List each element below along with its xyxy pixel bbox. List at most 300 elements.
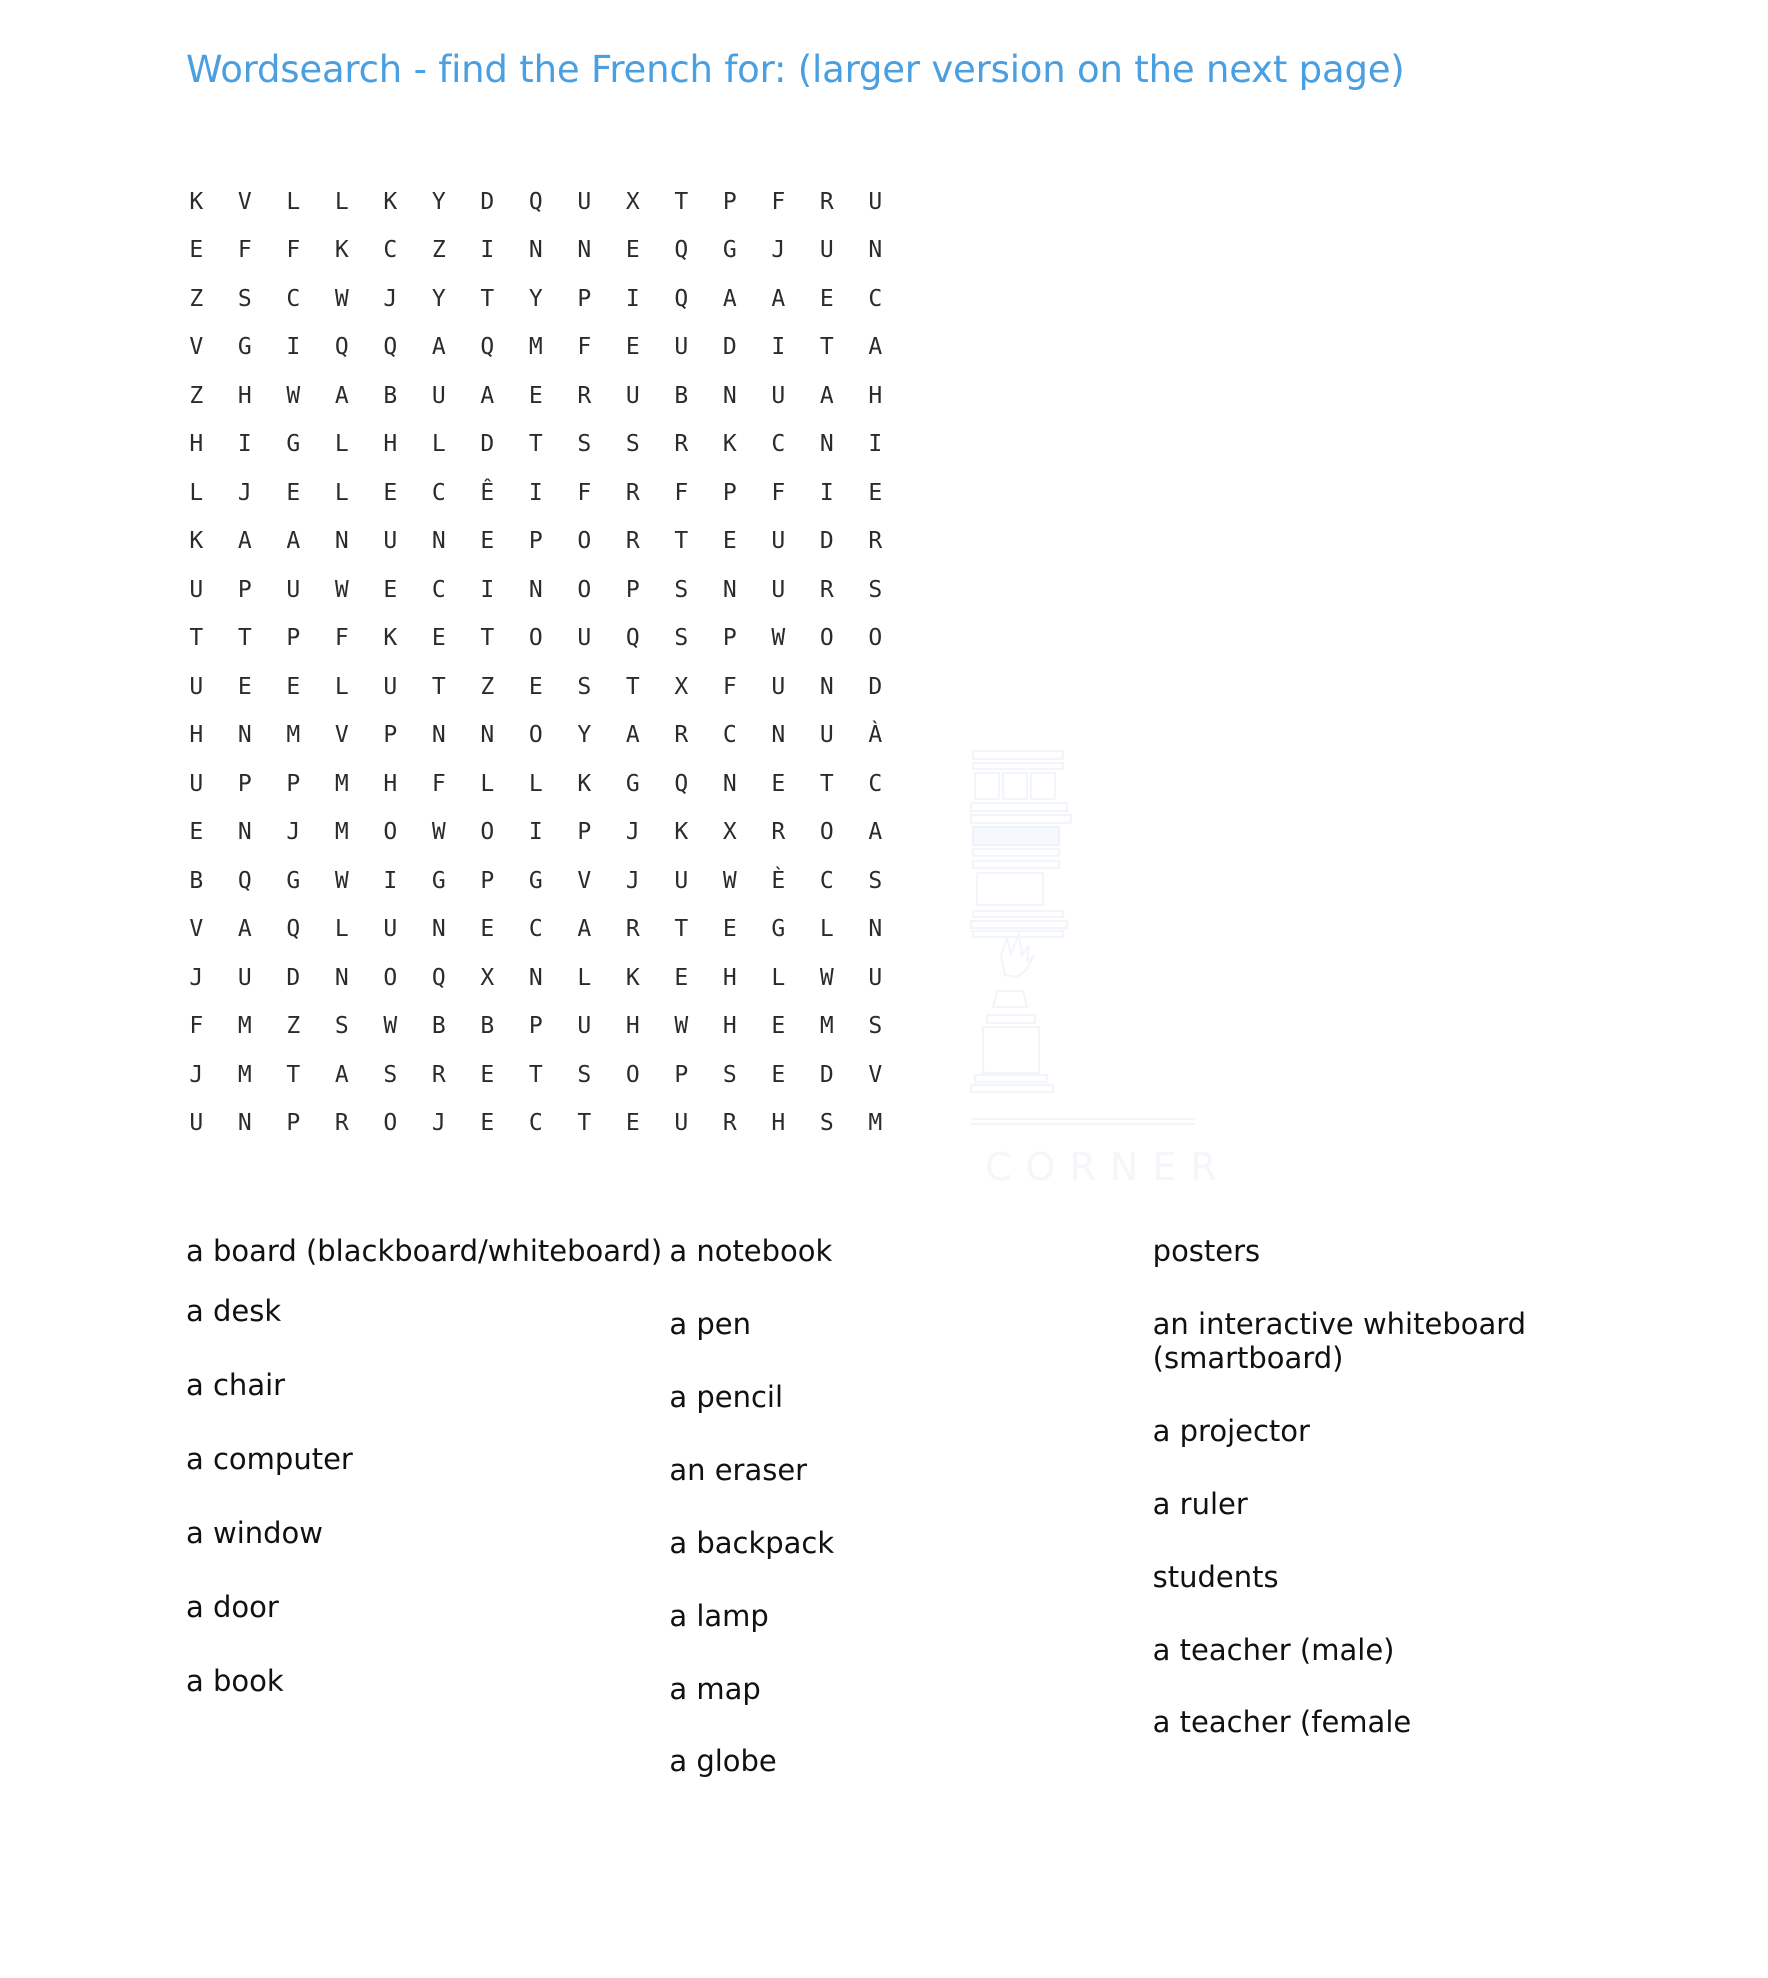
grid-cell: C: [771, 431, 786, 458]
grid-cell: V: [237, 188, 252, 215]
grid-cell: U: [625, 382, 640, 409]
grid-cell: A: [431, 334, 446, 361]
grid-cell: A: [771, 285, 786, 312]
grid-cell: N: [868, 916, 883, 943]
grid-cell: E: [480, 1061, 495, 1088]
grid-cell: N: [868, 237, 883, 264]
grid-cell: H: [189, 431, 204, 458]
grid-cell: N: [334, 528, 349, 555]
grid-cell: Y: [528, 285, 543, 312]
word-list-item: a chair: [186, 1367, 286, 1402]
grid-cell: N: [528, 576, 543, 603]
grid-cell: C: [431, 576, 446, 603]
grid-cell: O: [577, 528, 592, 555]
grid-cell: R: [334, 1110, 349, 1137]
grid-cell: C: [383, 237, 398, 264]
grid-cell: U: [577, 1013, 592, 1040]
grid-cell: A: [480, 382, 495, 409]
grid-cell: Q: [431, 964, 446, 991]
grid-cell: N: [722, 770, 737, 797]
word-list: [186, 1235, 1636, 1818]
grid-cell: P: [577, 819, 592, 846]
grid-cell: P: [577, 285, 592, 312]
grid-cell: J: [189, 964, 204, 991]
grid-cell: E: [480, 1110, 495, 1137]
grid-row: [172, 275, 900, 324]
grid-cell: S: [674, 625, 689, 652]
grid-cell: Y: [431, 285, 446, 312]
grid-cell: T: [480, 625, 495, 652]
grid-cell: L: [334, 479, 349, 506]
grid-cell: J: [189, 1061, 204, 1088]
grid-cell: M: [237, 1061, 252, 1088]
grid-cell: R: [674, 722, 689, 749]
grid-cell: W: [722, 867, 737, 894]
grid-cell: O: [819, 625, 834, 652]
grid-cell: E: [868, 479, 883, 506]
grid-cell: M: [868, 1110, 883, 1137]
grid-row: [172, 1100, 900, 1149]
grid-cell: V: [334, 722, 349, 749]
grid-cell: K: [189, 528, 204, 555]
grid-cell: S: [625, 431, 640, 458]
grid-cell: Q: [528, 188, 543, 215]
grid-cell: U: [674, 334, 689, 361]
grid-cell: X: [722, 819, 737, 846]
grid-cell: N: [237, 722, 252, 749]
grid-cell: W: [674, 1013, 689, 1040]
grid-row: [172, 809, 900, 858]
grid-cell: X: [480, 964, 495, 991]
grid-cell: U: [868, 964, 883, 991]
grid-cell: E: [625, 1110, 640, 1137]
grid-cell: B: [480, 1013, 495, 1040]
grid-cell: D: [819, 528, 834, 555]
grid-cell: J: [383, 285, 398, 312]
grid-cell: T: [286, 1061, 301, 1088]
grid-cell: L: [334, 431, 349, 458]
grid-cell: Q: [383, 334, 398, 361]
word-list-column-1: [186, 1235, 669, 1818]
word-list-item: a teacher (female: [1152, 1705, 1412, 1740]
grid-cell: J: [771, 237, 786, 264]
grid-cell: À: [868, 722, 883, 749]
grid-cell: D: [722, 334, 737, 361]
grid-cell: F: [577, 479, 592, 506]
grid-cell: V: [577, 867, 592, 894]
grid-cell: L: [771, 964, 786, 991]
grid-cell: S: [819, 1110, 834, 1137]
grid-cell: A: [237, 528, 252, 555]
grid-cell: S: [722, 1061, 737, 1088]
grid-cell: P: [722, 188, 737, 215]
grid-cell: G: [625, 770, 640, 797]
grid-cell: T: [674, 188, 689, 215]
grid-cell: H: [383, 431, 398, 458]
grid-cell: C: [819, 867, 834, 894]
grid-cell: C: [528, 916, 543, 943]
grid-cell: T: [625, 673, 640, 700]
grid-cell: Y: [431, 188, 446, 215]
grid-cell: E: [286, 673, 301, 700]
grid-cell: F: [771, 188, 786, 215]
grid-cell: R: [625, 528, 640, 555]
grid-row: [172, 1051, 900, 1100]
grid-cell: U: [674, 1110, 689, 1137]
grid-row: [172, 857, 900, 906]
page-title: Wordsearch - find the French for: (larger version on the next page): [186, 48, 1405, 91]
grid-cell: R: [771, 819, 786, 846]
grid-row: [172, 469, 900, 518]
grid-cell: G: [771, 916, 786, 943]
grid-cell: Q: [286, 916, 301, 943]
grid-cell: J: [625, 867, 640, 894]
word-list-item: a window: [186, 1515, 324, 1550]
grid-cell: U: [771, 576, 786, 603]
grid-cell: Z: [189, 382, 204, 409]
grid-cell: U: [237, 964, 252, 991]
grid-cell: K: [625, 964, 640, 991]
grid-cell: U: [868, 188, 883, 215]
grid-cell: F: [771, 479, 786, 506]
grid-cell: R: [431, 1061, 446, 1088]
grid-cell: T: [431, 673, 446, 700]
word-list-item: a backpack: [669, 1525, 835, 1560]
grid-cell: K: [722, 431, 737, 458]
grid-cell: F: [577, 334, 592, 361]
grid-cell: M: [528, 334, 543, 361]
grid-cell: N: [722, 382, 737, 409]
grid-cell: S: [577, 1061, 592, 1088]
grid-cell: E: [383, 479, 398, 506]
grid-cell: I: [528, 819, 543, 846]
grid-cell: Q: [674, 285, 689, 312]
grid-cell: P: [625, 576, 640, 603]
grid-cell: U: [189, 673, 204, 700]
grid-cell: J: [237, 479, 252, 506]
grid-cell: R: [674, 431, 689, 458]
grid-cell: E: [480, 916, 495, 943]
grid-cell: S: [577, 673, 592, 700]
grid-cell: U: [771, 382, 786, 409]
grid-cell: W: [334, 867, 349, 894]
grid-row: [172, 954, 900, 1003]
grid-cell: D: [868, 673, 883, 700]
grid-cell: P: [237, 576, 252, 603]
grid-cell: F: [722, 673, 737, 700]
wordsearch-grid: [172, 178, 900, 1148]
grid-cell: D: [819, 1061, 834, 1088]
grid-cell: G: [286, 867, 301, 894]
grid-cell: A: [819, 382, 834, 409]
grid-cell: T: [528, 1061, 543, 1088]
grid-cell: R: [577, 382, 592, 409]
grid-row: [172, 421, 900, 470]
grid-cell: E: [722, 528, 737, 555]
grid-cell: U: [819, 722, 834, 749]
grid-cell: F: [431, 770, 446, 797]
grid-cell: A: [237, 916, 252, 943]
grid-cell: P: [286, 1110, 301, 1137]
grid-cell: T: [189, 625, 204, 652]
grid-cell: U: [189, 1110, 204, 1137]
grid-cell: V: [868, 1061, 883, 1088]
grid-cell: E: [771, 1013, 786, 1040]
grid-cell: X: [625, 188, 640, 215]
grid-cell: H: [237, 382, 252, 409]
grid-cell: E: [237, 673, 252, 700]
grid-cell: V: [189, 334, 204, 361]
grid-cell: S: [868, 576, 883, 603]
grid-cell: W: [383, 1013, 398, 1040]
grid-cell: I: [383, 867, 398, 894]
grid-row: [172, 372, 900, 421]
word-list-item: a teacher (male): [1152, 1632, 1395, 1667]
grid-cell: F: [189, 1013, 204, 1040]
grid-row: [172, 518, 900, 567]
grid-cell: D: [480, 431, 495, 458]
grid-cell: T: [577, 1110, 592, 1137]
grid-cell: Q: [334, 334, 349, 361]
grid-cell: L: [431, 431, 446, 458]
grid-cell: H: [189, 722, 204, 749]
grid-cell: N: [528, 964, 543, 991]
grid-cell: K: [674, 819, 689, 846]
grid-cell: T: [819, 770, 834, 797]
grid-cell: N: [722, 576, 737, 603]
grid-cell: U: [286, 576, 301, 603]
grid-cell: È: [771, 867, 786, 894]
grid-cell: Q: [674, 770, 689, 797]
grid-cell: X: [674, 673, 689, 700]
grid-cell: S: [868, 1013, 883, 1040]
grid-cell: H: [868, 382, 883, 409]
grid-cell: T: [674, 528, 689, 555]
grid-row: [172, 906, 900, 955]
grid-cell: T: [674, 916, 689, 943]
grid-cell: S: [334, 1013, 349, 1040]
word-list-item: an eraser: [669, 1452, 808, 1487]
grid-cell: Q: [625, 625, 640, 652]
word-list-item: students: [1152, 1559, 1279, 1594]
grid-cell: Z: [431, 237, 446, 264]
grid-cell: P: [674, 1061, 689, 1088]
grid-cell: M: [334, 819, 349, 846]
grid-cell: N: [431, 528, 446, 555]
grid-cell: U: [819, 237, 834, 264]
grid-cell: E: [674, 964, 689, 991]
grid-cell: E: [771, 770, 786, 797]
grid-cell: P: [722, 479, 737, 506]
grid-cell: P: [286, 625, 301, 652]
grid-cell: W: [334, 576, 349, 603]
grid-cell: L: [189, 479, 204, 506]
word-list-item: a desk: [186, 1293, 282, 1328]
word-list-item: a notebook: [669, 1234, 833, 1268]
grid-cell: S: [383, 1061, 398, 1088]
grid-cell: K: [383, 188, 398, 215]
grid-cell: E: [189, 237, 204, 264]
grid-cell: I: [480, 237, 495, 264]
grid-cell: O: [383, 819, 398, 846]
grid-cell: U: [189, 576, 204, 603]
grid-cell: W: [771, 625, 786, 652]
word-list-item: a pencil: [669, 1379, 784, 1414]
grid-cell: N: [528, 237, 543, 264]
grid-cell: O: [480, 819, 495, 846]
grid-cell: L: [286, 188, 301, 215]
grid-cell: P: [237, 770, 252, 797]
grid-cell: W: [286, 382, 301, 409]
grid-row: [172, 566, 900, 615]
grid-cell: M: [334, 770, 349, 797]
grid-row: [172, 615, 900, 664]
grid-cell: I: [480, 576, 495, 603]
grid-cell: A: [577, 916, 592, 943]
grid-cell: V: [189, 916, 204, 943]
grid-cell: P: [528, 1013, 543, 1040]
word-list-item: a globe: [669, 1744, 777, 1779]
word-list-item: a projector: [1152, 1413, 1310, 1448]
grid-cell: T: [480, 285, 495, 312]
grid-cell: E: [189, 819, 204, 846]
word-list-column-2: [669, 1235, 1152, 1818]
grid-cell: C: [722, 722, 737, 749]
grid-cell: T: [528, 431, 543, 458]
grid-cell: L: [528, 770, 543, 797]
grid-cell: K: [577, 770, 592, 797]
grid-cell: J: [625, 819, 640, 846]
grid-cell: I: [771, 334, 786, 361]
word-list-item: an interactive whiteboard (smartboard): [1152, 1306, 1527, 1375]
grid-cell: N: [334, 964, 349, 991]
grid-cell: E: [722, 916, 737, 943]
grid-cell: F: [237, 237, 252, 264]
word-list-item: a lamp: [669, 1598, 769, 1633]
grid-cell: O: [383, 964, 398, 991]
grid-cell: C: [286, 285, 301, 312]
grid-cell: Q: [674, 237, 689, 264]
grid-cell: I: [237, 431, 252, 458]
grid-cell: E: [480, 528, 495, 555]
grid-cell: O: [868, 625, 883, 652]
grid-cell: E: [431, 625, 446, 652]
grid-cell: K: [189, 188, 204, 215]
grid-cell: M: [819, 1013, 834, 1040]
grid-cell: U: [383, 916, 398, 943]
word-list-item: a map: [669, 1671, 761, 1706]
grid-cell: P: [480, 867, 495, 894]
grid-cell: W: [334, 285, 349, 312]
grid-cell: O: [528, 625, 543, 652]
grid-cell: F: [674, 479, 689, 506]
grid-cell: R: [625, 479, 640, 506]
grid-cell: L: [334, 673, 349, 700]
grid-cell: N: [771, 722, 786, 749]
grid-cell: F: [286, 237, 301, 264]
grid-cell: O: [577, 576, 592, 603]
grid-cell: I: [625, 285, 640, 312]
grid-cell: E: [528, 673, 543, 700]
grid-cell: N: [819, 673, 834, 700]
grid-cell: Q: [480, 334, 495, 361]
grid-cell: H: [771, 1110, 786, 1137]
grid-cell: U: [771, 528, 786, 555]
grid-cell: C: [528, 1110, 543, 1137]
grid-row: [172, 178, 900, 227]
grid-cell: A: [868, 334, 883, 361]
grid-cell: P: [286, 770, 301, 797]
grid-cell: Z: [189, 285, 204, 312]
grid-cell: H: [722, 964, 737, 991]
grid-cell: J: [431, 1110, 446, 1137]
grid-cell: N: [819, 431, 834, 458]
grid-cell: D: [286, 964, 301, 991]
grid-cell: R: [868, 528, 883, 555]
grid-cell: S: [674, 576, 689, 603]
grid-cell: S: [868, 867, 883, 894]
grid-cell: E: [625, 237, 640, 264]
grid-cell: A: [334, 1061, 349, 1088]
word-list-item: a board (blackboard/whiteboard): [186, 1234, 663, 1268]
grid-cell: I: [528, 479, 543, 506]
grid-cell: U: [577, 188, 592, 215]
grid-cell: A: [625, 722, 640, 749]
grid-cell: S: [237, 285, 252, 312]
grid-cell: B: [431, 1013, 446, 1040]
grid-cell: D: [480, 188, 495, 215]
grid-cell: L: [334, 916, 349, 943]
grid-cell: O: [819, 819, 834, 846]
grid-cell: G: [431, 867, 446, 894]
grid-cell: L: [334, 188, 349, 215]
grid-cell: R: [722, 1110, 737, 1137]
word-list-item: a book: [186, 1663, 284, 1698]
word-list-item: posters: [1152, 1234, 1261, 1268]
grid-cell: U: [383, 673, 398, 700]
grid-cell: L: [480, 770, 495, 797]
grid-cell: N: [237, 819, 252, 846]
grid-cell: R: [625, 916, 640, 943]
grid-cell: A: [286, 528, 301, 555]
grid-cell: E: [625, 334, 640, 361]
grid-cell: U: [383, 528, 398, 555]
grid-cell: Z: [480, 673, 495, 700]
grid-cell: U: [771, 673, 786, 700]
grid-cell: O: [528, 722, 543, 749]
grid-cell: R: [819, 576, 834, 603]
grid-cell: N: [577, 237, 592, 264]
grid-cell: B: [383, 382, 398, 409]
grid-cell: N: [237, 1110, 252, 1137]
grid-cell: C: [868, 770, 883, 797]
grid-cell: G: [722, 237, 737, 264]
grid-cell: I: [286, 334, 301, 361]
grid-cell: W: [431, 819, 446, 846]
grid-cell: E: [771, 1061, 786, 1088]
grid-cell: B: [189, 867, 204, 894]
grid-cell: A: [334, 382, 349, 409]
grid-cell: E: [819, 285, 834, 312]
grid-cell: M: [237, 1013, 252, 1040]
grid-cell: A: [868, 819, 883, 846]
grid-cell: C: [868, 285, 883, 312]
grid-cell: A: [722, 285, 737, 312]
grid-cell: Q: [237, 867, 252, 894]
word-list-item: a computer: [186, 1441, 353, 1476]
grid-row: [172, 227, 900, 276]
grid-cell: B: [674, 382, 689, 409]
